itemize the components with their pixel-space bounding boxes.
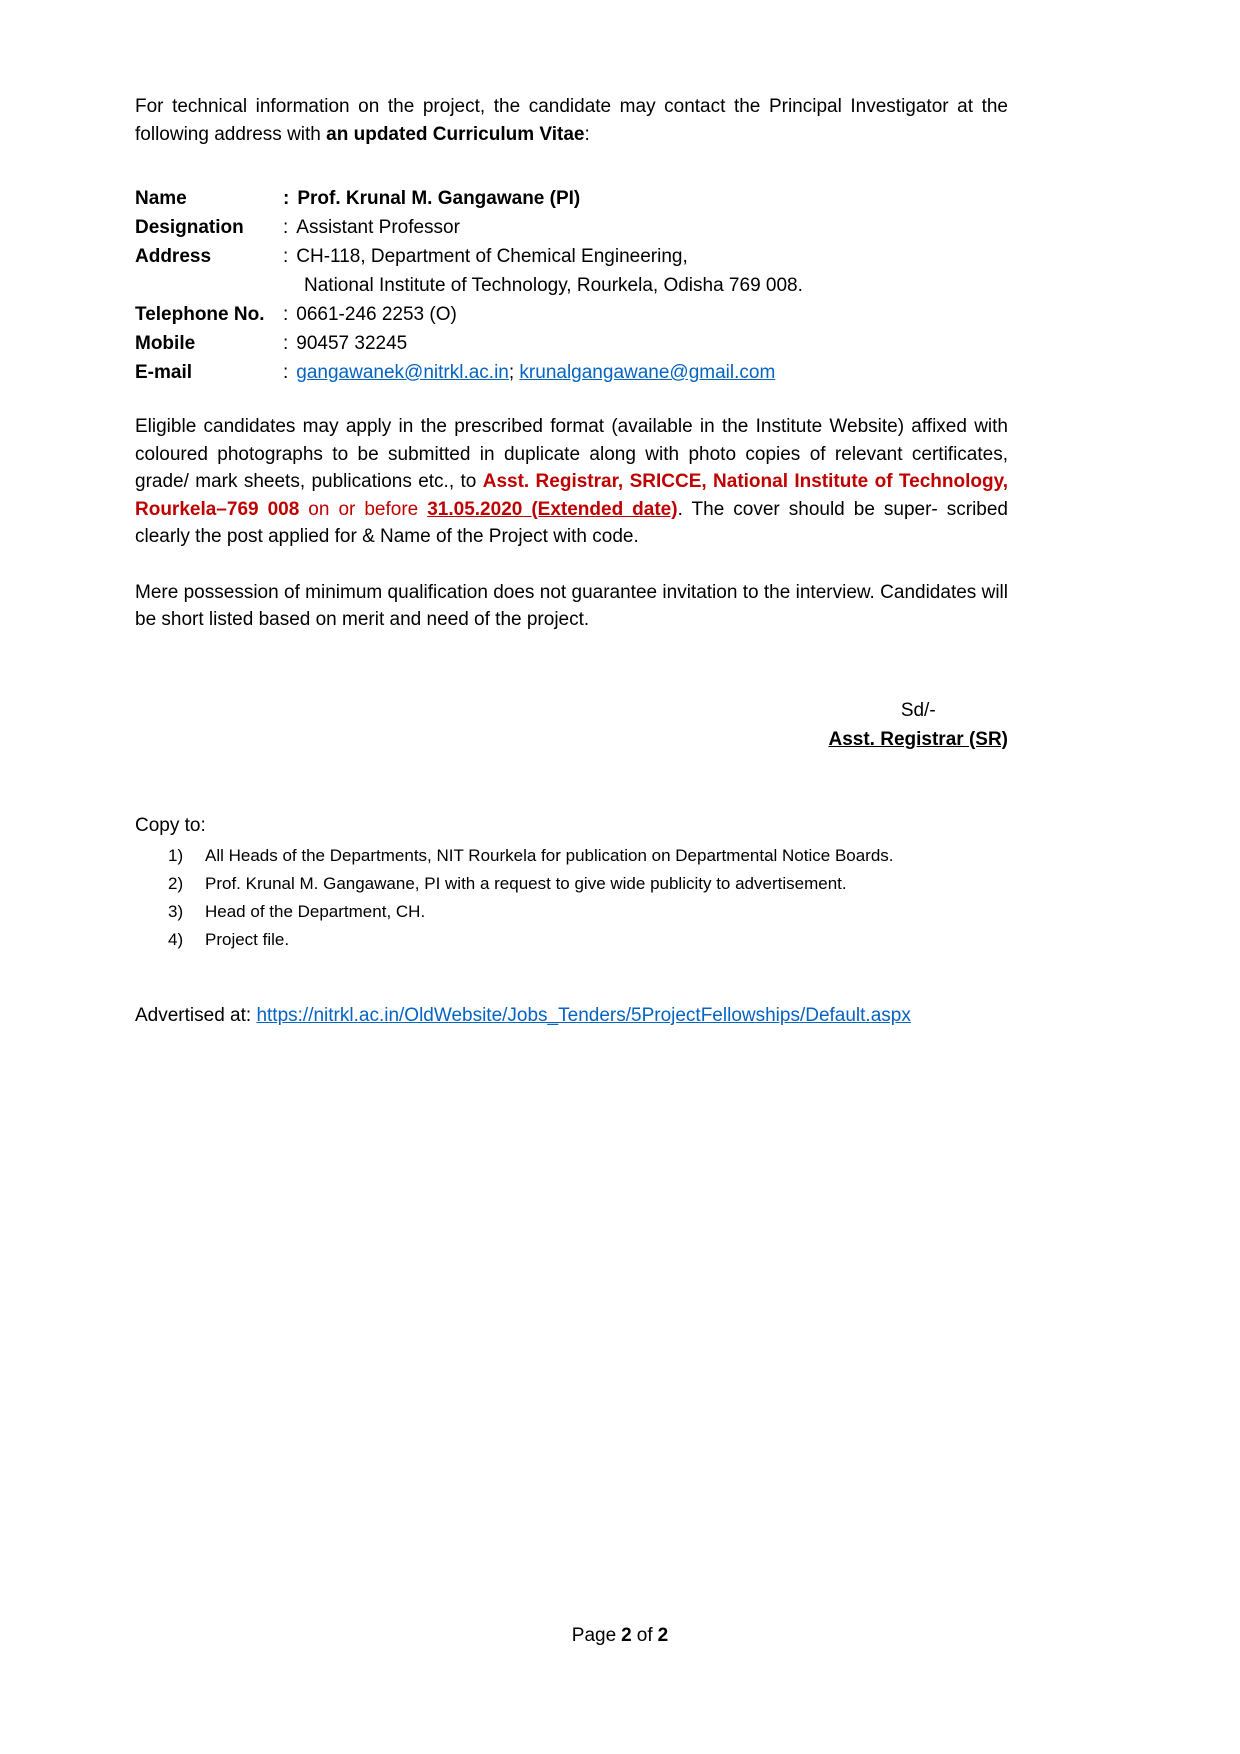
page-number: 2	[621, 1625, 632, 1646]
advertised-label: Advertised at:	[135, 1005, 257, 1026]
contact-value-address	[283, 242, 1008, 300]
address-line-1	[283, 242, 1008, 271]
email-link-nitrkl[interactable]: gangawanek@nitrkl.ac.in	[296, 362, 509, 383]
copy-item-2	[135, 870, 1008, 898]
contact-row-name	[135, 184, 1008, 213]
on-or-before-red: on or before	[299, 498, 428, 520]
copy-to-title: Copy to:	[135, 814, 206, 836]
copy-item-text: Project file.	[205, 930, 290, 949]
contact-value-designation	[283, 213, 1008, 242]
colon: :	[283, 217, 289, 238]
footer-word-of: of	[636, 1625, 653, 1646]
copy-item-text: Head of the Department, CH.	[205, 902, 426, 921]
contact-label-telephone: Telephone No.	[135, 304, 265, 325]
colon: :	[283, 333, 289, 354]
intro-text-after: :	[584, 123, 590, 145]
copy-item-1	[135, 842, 1008, 870]
address-text-1: CH-118, Department of Chemical Engineering,	[296, 246, 688, 267]
pi-name: Prof. Krunal M. Gangawane (PI)	[297, 188, 581, 209]
contact-row-telephone	[135, 300, 1008, 329]
apply-text-2: . The cover should be super- scribed clearly the post applied for & Name of the Project with code.	[135, 498, 1008, 547]
contact-row-mobile	[135, 329, 1008, 358]
deadline-date-red: 31.05.2020 (Extended date)	[427, 498, 678, 520]
curriculum-vitae-bold: an updated Curriculum Vitae	[326, 123, 585, 145]
merit-paragraph: Mere possession of minimum qualification does not guarantee invitation to the interview. Candidates will be short listed based on merit and need of the project.	[135, 581, 1008, 630]
designation-value: Assistant Professor	[296, 217, 460, 238]
intro-text-before: For technical information on the project, the candidate may contact the Principal Investigator at the following address with	[135, 96, 1008, 145]
copy-item-text: Prof. Krunal M. Gangawane, PI with a request to give wide publicity to advertisement.	[205, 874, 847, 893]
copy-item-4	[135, 926, 1008, 954]
copy-item-number: 1)	[168, 846, 184, 865]
contact-label-mobile: Mobile	[135, 333, 196, 354]
intro-paragraph	[135, 93, 1008, 148]
page-footer	[0, 1625, 1240, 1647]
advertised-line	[135, 1002, 1008, 1030]
sd-line: Sd/-	[900, 699, 936, 721]
contact-value-name	[283, 184, 1008, 213]
copy-list	[135, 842, 1008, 954]
registrar-address-red: Asst. Registrar, SRICCE, National Institute of Technology, Rourkela–769 008	[135, 471, 1009, 520]
registrar-signature: Asst. Registrar (SR)	[828, 728, 1008, 750]
footer-word-page: Page	[571, 1625, 617, 1646]
copy-item-text: All Heads of the Departments, NIT Rourkela for publication on Departmental Notice Boards.	[205, 846, 894, 865]
address-line-2: National Institute of Technology, Rourkela, Odisha 769 008.	[304, 275, 803, 296]
contact-details	[135, 184, 1008, 387]
email-separator: ;	[508, 362, 520, 383]
advertised-url-link[interactable]: https://nitrkl.ac.in/OldWebsite/Jobs_Tenders/5ProjectFellowships/Default.aspx	[256, 1005, 911, 1026]
copy-to-section	[135, 812, 1008, 955]
colon: :	[283, 304, 289, 325]
colon: :	[283, 246, 289, 267]
application-paragraph	[135, 413, 1008, 551]
contact-value-mobile	[283, 329, 1008, 358]
mobile-value: 90457 32245	[296, 333, 408, 354]
contact-label-email: E-mail	[135, 362, 193, 383]
page-total: 2	[657, 1625, 669, 1646]
contact-label-designation: Designation	[135, 217, 244, 238]
contact-row-address	[135, 242, 1008, 300]
telephone-value: 0661-246 2253 (O)	[296, 304, 457, 325]
signature-block	[829, 696, 1009, 754]
copy-item-number: 3)	[168, 902, 184, 921]
email-link-gmail[interactable]: krunalgangawane@gmail.com	[519, 362, 776, 383]
colon: :	[283, 188, 290, 209]
contact-label-name: Name	[135, 188, 187, 209]
contact-row-email	[135, 358, 1008, 387]
copy-item-3	[135, 898, 1008, 926]
copy-item-number: 4)	[168, 930, 184, 949]
contact-label-address: Address	[135, 246, 212, 267]
copy-item-number: 2)	[168, 874, 184, 893]
contact-row-designation	[135, 213, 1008, 242]
contact-value-email	[283, 358, 1008, 387]
apply-text-1: Eligible candidates may apply in the prescribed format (available in the Institute Website) affixed with coloured photographs to be submitted in duplicate along with photo copies of relevant certificates, grade/ mark sheets, publications etc., to	[135, 416, 1008, 492]
colon: :	[283, 362, 289, 383]
contact-value-telephone	[283, 300, 1008, 329]
